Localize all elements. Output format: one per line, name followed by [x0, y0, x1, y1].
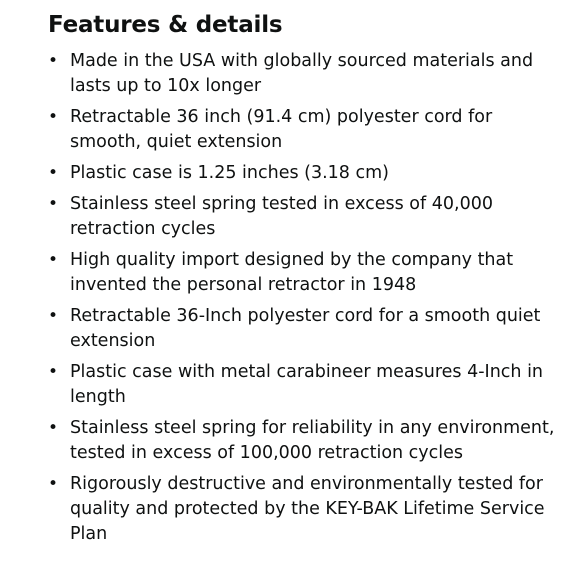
bullet-icon: •: [48, 194, 59, 214]
bullet-icon: •: [48, 107, 59, 127]
feature-item: [48, 360, 568, 410]
bullet-icon: •: [48, 163, 59, 183]
feature-text: Stainless steel spring tested in excess of 40,000 retraction cycles: [70, 194, 493, 239]
feature-item: [48, 105, 568, 155]
feature-item: [48, 49, 568, 99]
feature-text: Retractable 36-Inch polyester cord for a smooth quiet extension: [70, 306, 541, 351]
feature-item: [48, 192, 568, 242]
feature-text: Rigorously destructive and environmentally tested for quality and protected by the KEY-BAK Lifetime Service Plan: [70, 474, 545, 544]
feature-text: Made in the USA with globally sourced materials and lasts up to 10x longer: [70, 51, 534, 96]
feature-text: Stainless steel spring for reliability in any environment, tested in excess of 100,000 retraction cycles: [70, 418, 555, 463]
feature-item: [48, 248, 568, 298]
section-heading: Features & details: [48, 12, 283, 38]
feature-text: Plastic case is 1.25 inches (3.18 cm): [70, 163, 389, 183]
feature-list: [48, 49, 568, 547]
bullet-icon: •: [48, 51, 59, 71]
bullet-icon: •: [48, 362, 59, 382]
feature-item: [48, 472, 568, 547]
feature-item: [48, 161, 568, 186]
feature-item: [48, 304, 568, 354]
feature-text: High quality import designed by the company that invented the personal retractor in 1948: [70, 250, 514, 295]
features-details-section: [48, 8, 568, 553]
bullet-icon: •: [48, 474, 59, 494]
bullet-icon: •: [48, 418, 59, 438]
feature-item: [48, 416, 568, 466]
feature-text: Retractable 36 inch (91.4 cm) polyester cord for smooth, quiet extension: [70, 107, 493, 152]
feature-text: Plastic case with metal carabineer measures 4-Inch in length: [70, 362, 544, 407]
bullet-icon: •: [48, 250, 59, 270]
bullet-icon: •: [48, 306, 59, 326]
